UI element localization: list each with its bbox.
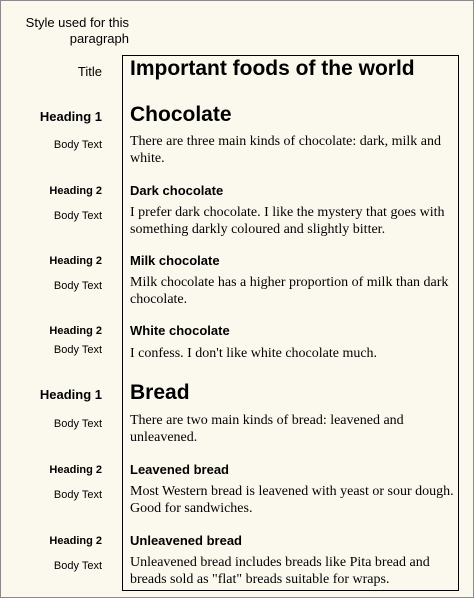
style-label-heading-1: Heading 1	[39, 387, 102, 402]
heading-2-white-chocolate: White chocolate	[130, 323, 230, 338]
style-label-heading-2: Heading 2	[49, 464, 102, 476]
body-text-paragraph: There are three main kinds of chocolate: dark, milk and white.	[130, 134, 441, 166]
style-label-heading-2: Heading 2	[49, 325, 102, 337]
style-label-body-text: Body Text	[53, 418, 102, 430]
style-label-body-text: Body Text	[53, 139, 102, 151]
style-label-heading-2: Heading 2	[49, 535, 102, 547]
document-title: Important foods of the world	[130, 57, 415, 80]
heading-2-dark-chocolate: Dark chocolate	[130, 183, 224, 198]
style-label-body-text: Body Text	[53, 280, 102, 292]
style-label-body-text: Body Text	[53, 489, 102, 501]
style-label-heading-1: Heading 1	[39, 109, 102, 124]
body-text-paragraph: Milk chocolate has a higher proportion of milk than dark chocolate.	[130, 275, 449, 307]
body-text-paragraph: I prefer dark chocolate. I like the mystery that goes with something darkly coloured and slightly bitter.	[130, 205, 445, 237]
style-label-heading-2: Heading 2	[49, 255, 102, 267]
heading-2-milk-chocolate: Milk chocolate	[130, 253, 220, 268]
heading-2-unleavened-bread: Unleavened bread	[130, 533, 242, 548]
style-label-body-text: Body Text	[53, 210, 102, 222]
heading-1-chocolate: Chocolate	[130, 103, 232, 126]
body-text-paragraph: Most Western bread is leavened with yeast or sour dough. Good for sandwiches.	[130, 484, 454, 516]
style-column-header: Style used for this paragraph	[25, 15, 129, 46]
body-text-paragraph: There are two main kinds of bread: leavened and unleavened.	[130, 413, 404, 445]
style-label-body-text: Body Text	[53, 344, 102, 356]
body-text-paragraph: I confess. I don't like white chocolate much.	[130, 346, 378, 361]
style-label-body-text: Body Text	[53, 560, 102, 572]
body-text-paragraph: Unleavened bread includes breads like Pita bread and breads sold as "flat" breads suitable for wraps.	[130, 555, 430, 587]
style-label-title: Title	[77, 64, 102, 79]
heading-1-bread: Bread	[130, 381, 190, 404]
heading-2-leavened-bread: Leavened bread	[130, 462, 229, 477]
style-label-heading-2: Heading 2	[49, 185, 102, 197]
